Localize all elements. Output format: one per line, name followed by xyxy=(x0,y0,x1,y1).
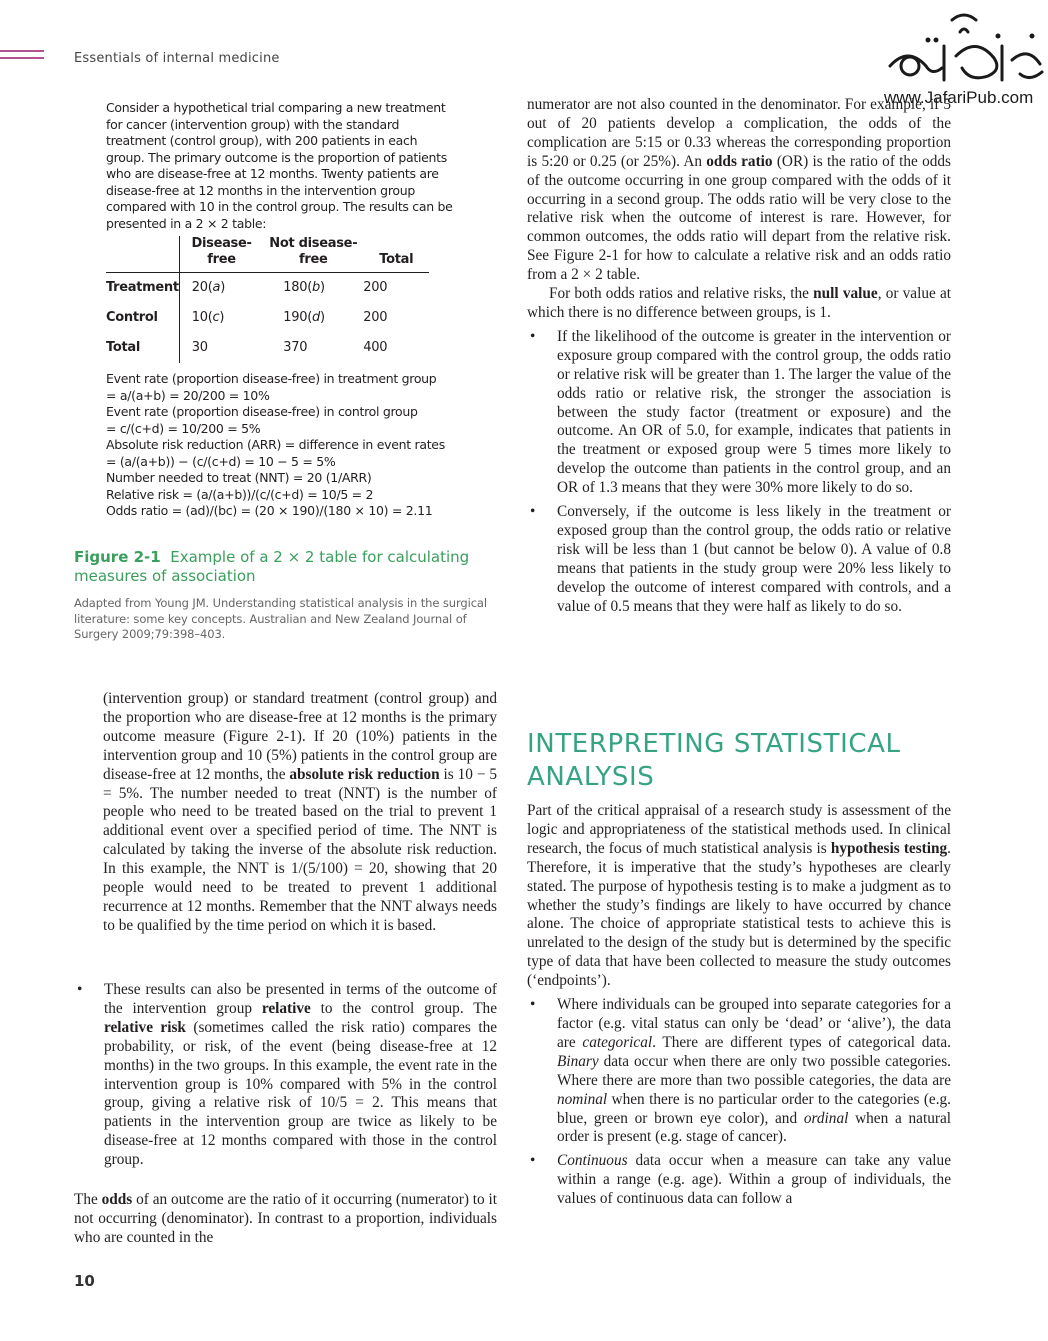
list-item: • If the likelihood of the outcome is greater in the intervention or exposure group compared with the control group, the odds ratio or relative risk will be greater than 1. The larger the value of the odds ratio or relative risk, the stronger the association is between the study factor (treatment or exposure) and the outcome. An OR of 5.0, for example, indicates that patients in the treatment or exposed group were 5 times more likely to develop the outcome than patients in the control group, and an OR of 1.3 means that they were 30% more likely to do so. xyxy=(527,328,951,498)
list-item: • Continuous data occur when a measure can take any value within a range (e.g. age). Within a group of individuals, the values of continuous data can follow a xyxy=(527,1152,951,1209)
table-row xyxy=(106,303,429,333)
list-item: • These results can also be presented in terms of the outcome of the intervention group relative to the control group. The relative risk (sometimes called the risk ratio) compares the probability, or risk, of the event (being disease-free at 12 months) in the two groups. In this example, the event rate in the intervention group is 10% compared with 5% in the control group, giving a relative risk of 10/5 = 2. This means that patients in the intervention group are twice as likely to be disease-free at 12 months compared with those in the control group. xyxy=(74,981,497,1170)
table-cell: 10(c) xyxy=(179,303,263,333)
table-cell: 190(d) xyxy=(283,309,325,325)
table-cell: 20(a) xyxy=(179,273,263,304)
left-col-bullets xyxy=(74,976,497,1170)
watermark-url: www.JafariPub.com xyxy=(884,88,1034,107)
row-label: Control xyxy=(106,309,158,325)
right-para-2: For both odds ratios and relative risks, the null value, or value at which there is no difference between groups, is 1. xyxy=(527,285,951,321)
right-para-1: numerator are not also counted in the denominator. For example, if 5 out of 20 patients develop a complication, the odds of the complication are 5:15 or 0.33 whereas the corresponding proportion is 5:20 or 0.25 (or 25%). An odds ratio (OR) is the ratio of the odds of the outcome occurring in one group compared with the odds of it occurring in a second group. The odds ratio will be very close to the relative risk when the outcome of interest is rare. However, for common outcomes, the odds ratio will depart from the relative risk. See Figure 2-1 for how to calculate a relative risk and an odds ratio from a 2 × 2 table. xyxy=(527,96,951,284)
row-label: Total xyxy=(106,339,141,355)
figure-caption-text: Example of a 2 × 2 table for calculating measures of association xyxy=(74,548,470,585)
table-row xyxy=(106,333,429,363)
figure-intro: Consider a hypothetical trial comparing a new treatment for cancer (intervention group) with the standard treatment (control group), with 200 patients in each group. The primary outcome is the proportion of patients who are disease-free at 12 months. Twenty patients are disease-free at 12 months in the intervention group compared with 10 in the control group. The results can be presented in a 2 × 2 table: xyxy=(106,100,453,231)
calc-line: Event rate (proportion disease-free) in treatment group xyxy=(106,371,437,386)
calc-line: Odds ratio = (ad)/(bc) = (20 × 190)/(180 × 10) = 2.11 xyxy=(106,503,433,518)
calc-line: = (a/(a+b)) − (c/(c+d) = 10 − 5 = 5% xyxy=(106,453,336,469)
right-para-3: Part of the critical appraisal of a research study is assessment of the logic and appropriateness of the statistical methods used. In clinical research, the focus of much statistical analysis is hypothesis testing. Therefore, it is imperative that the study’s hypotheses are clearly stated. The purpose of hypothesis testing is to make a judgment as to whether the study’s findings are likely to have occurred by chance alone. The choice of appropriate statistical tests to achieve this is unrelated to the design of the study but is determined by the specific type of data that have been collected to measure the study outcomes (‘endpoints’). xyxy=(527,802,951,990)
two-by-two-table xyxy=(106,236,429,363)
calc-line: = a/(a+b) = 20/200 = 10% xyxy=(106,387,270,403)
calculation-lines xyxy=(106,371,458,520)
table-cell: 200 xyxy=(363,309,388,325)
table-cell: 370 xyxy=(283,339,308,355)
page-number: 10 xyxy=(74,1272,95,1290)
table-cell: 30 xyxy=(179,333,263,363)
figure-box xyxy=(106,100,458,520)
figure-label: Figure 2-1 xyxy=(74,548,161,566)
table-cell: 200 xyxy=(363,279,388,295)
figure-source: Adapted from Young JM. Understanding statistical analysis in the surgical literature: some key concepts. Australian and New Zealand Journal of Surgery 2009;79:398–403. xyxy=(74,596,487,641)
table-cell: 400 xyxy=(363,339,388,355)
col-header-disease-free: Disease-free xyxy=(179,236,263,273)
calc-line: Event rate (proportion disease-free) in control group xyxy=(106,404,418,419)
table-row xyxy=(106,273,429,304)
section-heading: INTERPRETING STATISTICAL ANALYSIS xyxy=(527,729,901,792)
calc-line: = c/(c+d) = 10/200 = 5% xyxy=(106,420,261,436)
right-col-top xyxy=(527,96,951,616)
table-cell: 180(b) xyxy=(283,279,325,295)
calc-line: Relative risk = (a/(a+b))/(c/(c+d) = 10/5 = 2 xyxy=(106,486,374,502)
col-header-total: Total xyxy=(379,252,414,267)
calc-line: Number needed to treat (NNT) = 20 (1/ARR) xyxy=(106,470,372,485)
list-item: • Conversely, if the outcome is less likely in the treatment or exposed group than the control group, the odds ratio or relative risk will be less than 1 (but cannot be below 0). A value of 0.8 means that patients in the study group were 20% less likely to develop the outcome of interest compared with controls, and a value of 0.5 means that they were half as likely to do so. xyxy=(527,503,951,616)
list-item: • Where individuals can be grouped into separate categories for a factor (e.g. vital status can only be ‘dead’ or ‘alive’), the data are categorical. There are different types of categorical data. Binary data occur when there are only two possible categories. Where there are more than two possible categories, the data are nominal when there is no particular order to the categories (e.g. blue, green or brown eye color), and ordinal when a natural order is present (e.g. stage of cancer). xyxy=(527,996,951,1147)
figure-caption xyxy=(74,548,494,586)
header-bars xyxy=(0,50,44,64)
col-header-not-disease-free: Not disease-free xyxy=(269,236,358,267)
left-col-para-1: (intervention group) or standard treatment (control group) and the proportion who are disease-free at 12 months is the primary outcome measure (Figure 2-1). If 20 (10%) patients in the intervention group and 10 (5%) patients in the control group are disease-free at 12 months, the absolute risk reduction is 10 − 5 = 5%. The number needed to treat (NNT) is the number of people who need to be treated based on the trial to prevent 1 additional event over a specified period of time. The NNT is calculated by taking the inverse of the absolute risk reduction. In this example, the NNT is 1/(5/100) = 20, showing that 20 people would need to be treated to prevent 1 additional recurrence at 12 months. Remember that the NNT always needs to be qualified by the time period on which it is based. xyxy=(103,690,497,934)
right-col-bottom xyxy=(527,802,951,1209)
row-label: Treatment xyxy=(106,279,179,295)
left-col-para-2: The odds of an outcome are the ratio of it occurring (numerator) to it not occurring (denominator). In contrast to a proportion, individuals who are counted in the xyxy=(74,1191,498,1246)
calc-line: Absolute risk reduction (ARR) = difference in event rates xyxy=(106,437,445,452)
running-title: Essentials of internal medicine xyxy=(74,51,280,66)
